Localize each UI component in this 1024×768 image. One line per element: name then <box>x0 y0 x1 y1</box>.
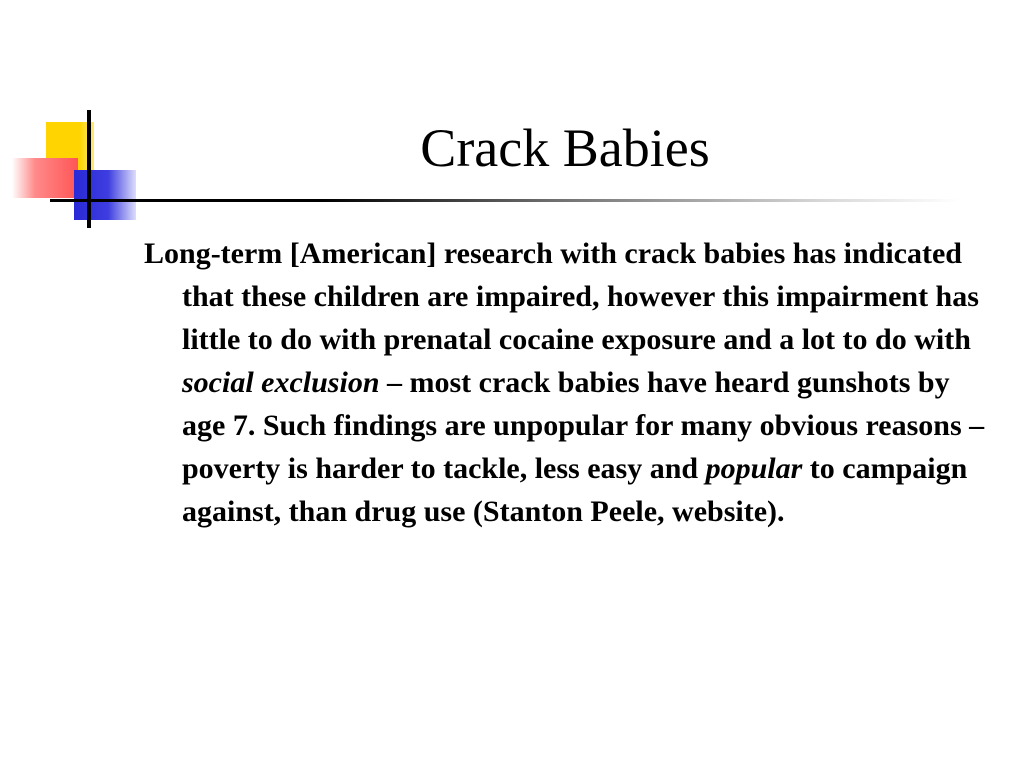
slide-title: Crack Babies <box>420 118 710 178</box>
body-paragraph <box>144 232 992 533</box>
decorative-vertical-line <box>87 110 91 228</box>
emphasis-social-exclusion: social exclusion <box>182 366 380 399</box>
body-text-2: – most crack babies have heard gunshots by age 7. Such findings are unpopular for many obvious reasons – poverty is harder to tackle, less easy and <box>182 366 985 485</box>
decorative-blue-square <box>74 170 136 220</box>
title-underline <box>50 199 960 202</box>
slide-body <box>144 232 992 533</box>
emphasis-popular: popular <box>705 452 803 485</box>
decorative-red-square <box>12 158 78 198</box>
body-text-1: Long-term [American] research with crack babies has indicated that these children are impaired, however this impairment has little to do with prenatal cocaine exposure and a lot to do with <box>144 237 979 356</box>
body-text-3: to campaign against, than drug use (Stanton Peele, website). <box>182 452 968 528</box>
